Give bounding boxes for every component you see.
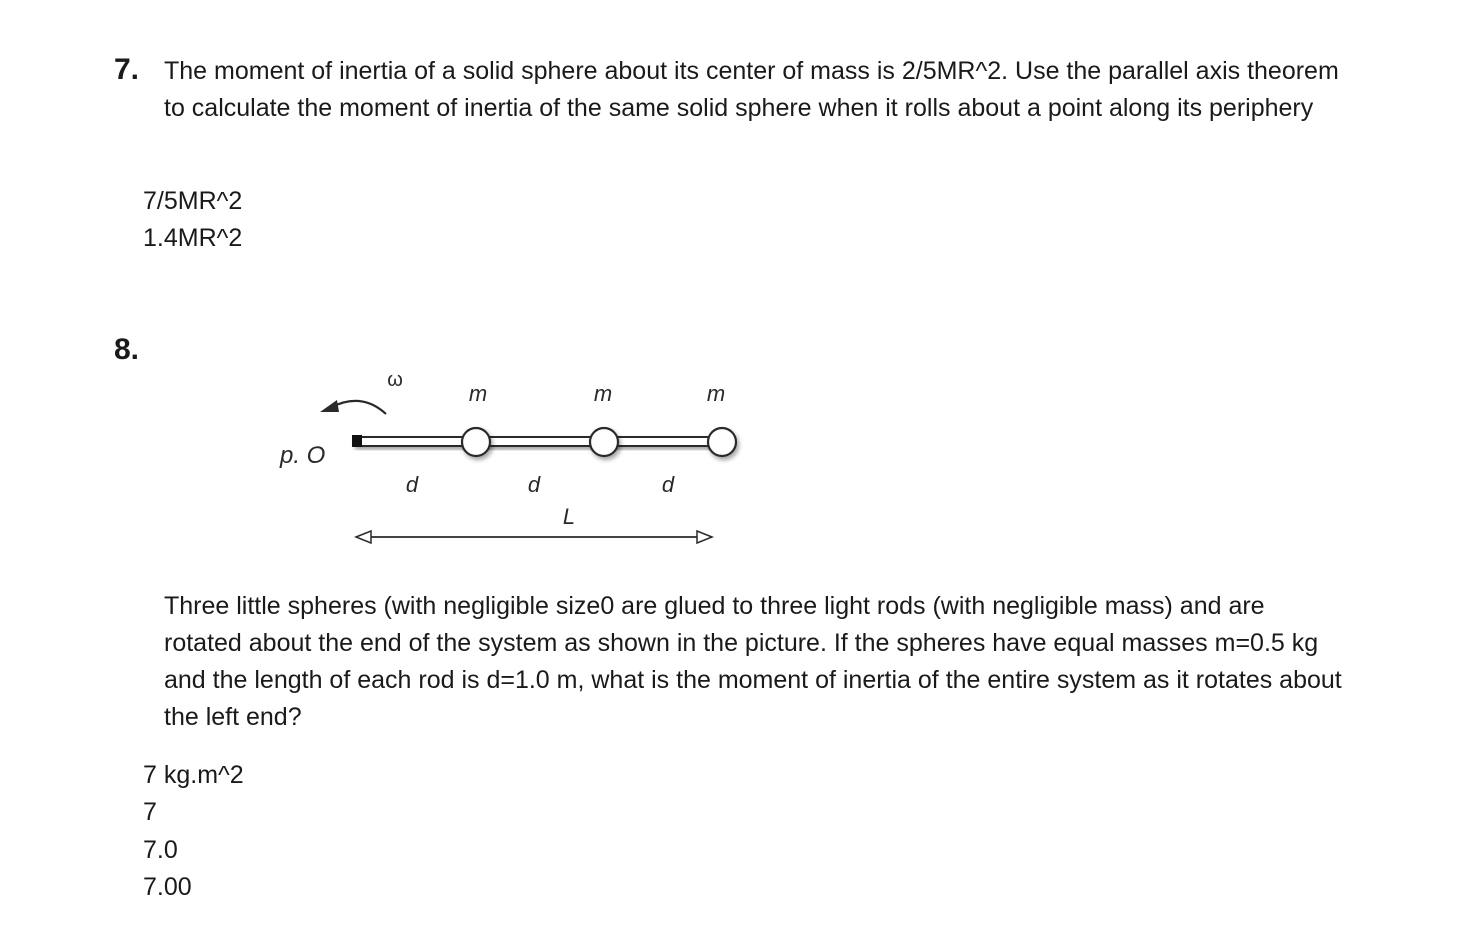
omega-label: ω (387, 369, 403, 391)
question-number: 8. (114, 333, 140, 366)
answer-list (143, 183, 242, 258)
rotation-arrow-icon (332, 401, 386, 414)
question-number: 7. (114, 53, 140, 86)
rod-length-label: d (661, 472, 675, 497)
total-length-label: L (562, 504, 576, 529)
rod-length-label: d (405, 472, 419, 497)
answer-item: 7 kg.m^2 (143, 761, 244, 789)
rod-length-label: d (527, 472, 541, 497)
sphere-mass (590, 428, 618, 456)
rod (354, 437, 724, 446)
rotating-rod-diagram (270, 360, 750, 560)
pivot-block (352, 435, 362, 447)
pivot-label: p. O (280, 442, 326, 469)
arrow-right-icon (697, 531, 712, 543)
answer-item: 7.0 (143, 835, 178, 864)
arrow-left-icon (356, 531, 371, 543)
question-text: Three little spheres (with negligible size0 are glued to three light rods (with negligible mass) and are rotated about the end of the system as shown in the picture. If the spheres have equal masses m=0.5 kg and the length of each rod is d=1.0 m, what is the moment of inertia of the entire system as it rotates about the left end? (164, 592, 1342, 731)
mass-label: m (706, 381, 726, 406)
answer-item: 7 (143, 798, 157, 827)
answer-list (143, 757, 244, 906)
mass-label: m (468, 381, 488, 406)
answer-item: 1.4MR^2 (143, 224, 243, 253)
rotation-arrowhead-icon (320, 400, 339, 412)
answer-item: 7.00 (143, 872, 192, 901)
question-text: The moment of inertia of a solid sphere about its center of mass is 2/5MR^2. Use the parallel axis theorem to calculate the moment of inertia of the same solid sphere when it rolls about a point along its periphery (164, 57, 1339, 122)
sphere-mass (462, 428, 490, 456)
sphere-mass (708, 428, 736, 456)
mass-label: m (593, 381, 613, 406)
answer-item: 7/5MR^2 (143, 187, 243, 215)
